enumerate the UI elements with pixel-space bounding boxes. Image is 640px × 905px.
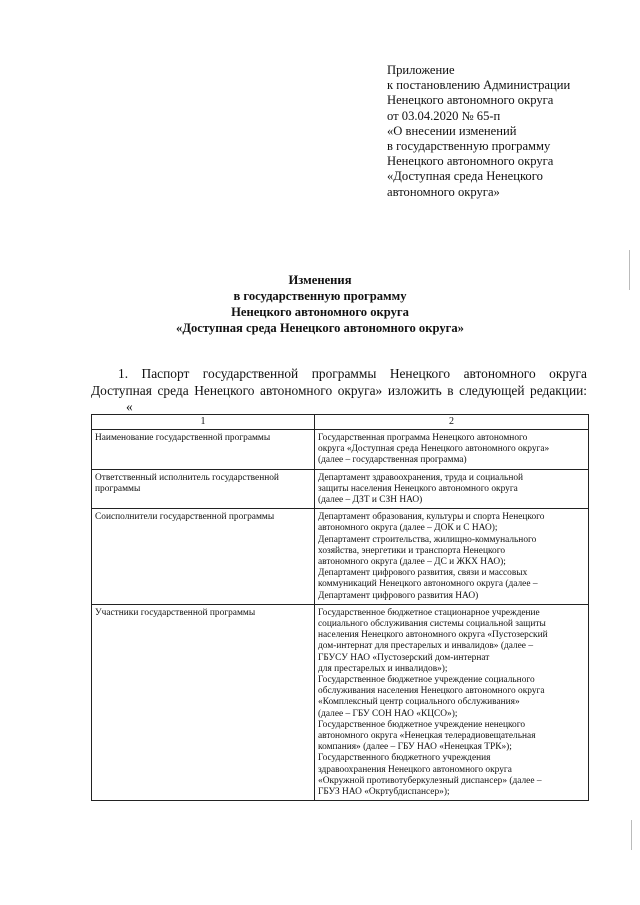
value-line: хозяйства, энергетики и транспорта Ненецкого: [318, 545, 506, 556]
row-value: [315, 509, 589, 605]
table-row: [92, 604, 589, 800]
row-value: [315, 430, 589, 470]
appendix-line: от 03.04.2020 № 65-п: [387, 108, 501, 123]
value-line: Департамент строительства, жилищно-коммунального: [318, 534, 537, 545]
row-value: [315, 604, 589, 800]
value-line: (далее – ДЗТ и СЗН НАО): [318, 495, 423, 506]
row-label: Участники государственной программы: [92, 604, 315, 800]
value-line: Департамент цифрового развития НАО): [318, 590, 479, 601]
value-line: для престарелых и инвалидов»);: [318, 663, 448, 674]
value-line: автономного округа (далее – ДОК и С НАО);: [318, 523, 498, 534]
value-line: защиты населения Ненецкого автономного округа: [318, 483, 518, 494]
value-line: Государственного бюджетного учреждения: [318, 753, 491, 764]
value-line: дом-интернат для престарелых и инвалидов» (далее –: [318, 641, 534, 652]
value-line: (далее – ГБУ СОН НАО «КЦСО»);: [318, 708, 458, 719]
appendix-line: автономного округа»: [387, 184, 500, 199]
value-line: ГБУЗ НАО «Окртубдиспансер»);: [318, 787, 450, 798]
opening-quote: «: [126, 399, 133, 414]
value-line: Государственная программа Ненецкого автономного: [318, 433, 528, 443]
title-line: Ненецкого автономного округа: [231, 305, 409, 319]
value-line: обслуживания населения Ненецкого автономного округа: [318, 686, 545, 697]
value-line: Государственное бюджетное учреждение ненецкого: [318, 719, 526, 730]
appendix-line: к постановлению Администрации: [387, 78, 571, 93]
table-row: [92, 509, 589, 605]
row-label: Соисполнители государственной программы: [92, 509, 315, 605]
value-line: Департамент здравоохранения, труда и социальной: [318, 472, 524, 483]
value-line: социального обслуживания системы социальной защиты: [318, 619, 546, 630]
value-line: автономного округа «Ненецкая телерадиовещательная: [318, 731, 536, 742]
appendix-line: Ненецкого автономного округа: [387, 93, 554, 108]
value-line: коммуникаций Ненецкого автономного округа (далее –: [318, 579, 538, 590]
appendix-line: Ненецкого автономного округа: [387, 154, 554, 169]
table-row: [92, 430, 589, 470]
value-line: ГБУСУ НАО «Пустозерский дом-интернат: [318, 652, 490, 663]
table-row: [92, 469, 589, 509]
title-line: в государственную программу: [233, 289, 407, 303]
appendix-line: в государственную программу: [387, 139, 551, 154]
program-passport-table: [91, 414, 589, 801]
value-line: (далее – государственная программа): [318, 455, 467, 466]
document-title: [0, 272, 640, 336]
value-line: Государственное бюджетное учреждение социального: [318, 675, 535, 686]
value-line: округа «Доступная среда Ненецкого автономного округа»: [318, 444, 550, 455]
value-line: Государственное бюджетное стационарное учреждение: [318, 607, 540, 618]
appendix-header: [387, 63, 627, 200]
appendix-line: Приложение: [387, 63, 455, 77]
value-line: Департамент образования, культуры и спорта Ненецкого: [318, 512, 545, 523]
value-line: «Комплексный центр социального обслуживания»: [318, 697, 520, 708]
intro-paragraph-line-2: Доступная среда Ненецкого автономного округа» изложить в следующей редакции:: [91, 383, 587, 398]
table-header-cell: 1: [92, 415, 315, 430]
title-line: Изменения: [288, 273, 352, 287]
value-line: здравоохранения Ненецкого автономного округа: [318, 764, 512, 775]
value-line: компания» (далее – ГБУ НАО «Ненецкая ТРК»);: [318, 742, 512, 753]
value-line: населения Ненецкого автономного округа «Пустозерский: [318, 630, 548, 641]
value-line: Департамент цифрового развития, связи и массовых: [318, 568, 528, 579]
appendix-line: «Доступная среда Ненецкого: [387, 169, 543, 184]
table-header-row: [92, 415, 589, 430]
value-line: автономного округа (далее – ДС и ЖКХ НАО);: [318, 557, 506, 568]
row-label: Ответственный исполнитель государственной программы: [92, 469, 315, 509]
value-line: «Окружной противотуберкулезный диспансер» (далее –: [318, 775, 542, 786]
table-header-cell: 2: [315, 415, 589, 430]
intro-paragraph-line-1: 1. Паспорт государственной программы Ненецкого автономного округа: [118, 366, 587, 381]
scan-edge-mark: [629, 250, 630, 290]
scan-edge-mark: [631, 820, 632, 850]
appendix-line: «О внесении изменений: [387, 123, 517, 138]
row-label: Наименование государственной программы: [92, 430, 315, 470]
row-value: [315, 469, 589, 509]
title-line: «Доступная среда Ненецкого автономного округа»: [176, 321, 464, 335]
